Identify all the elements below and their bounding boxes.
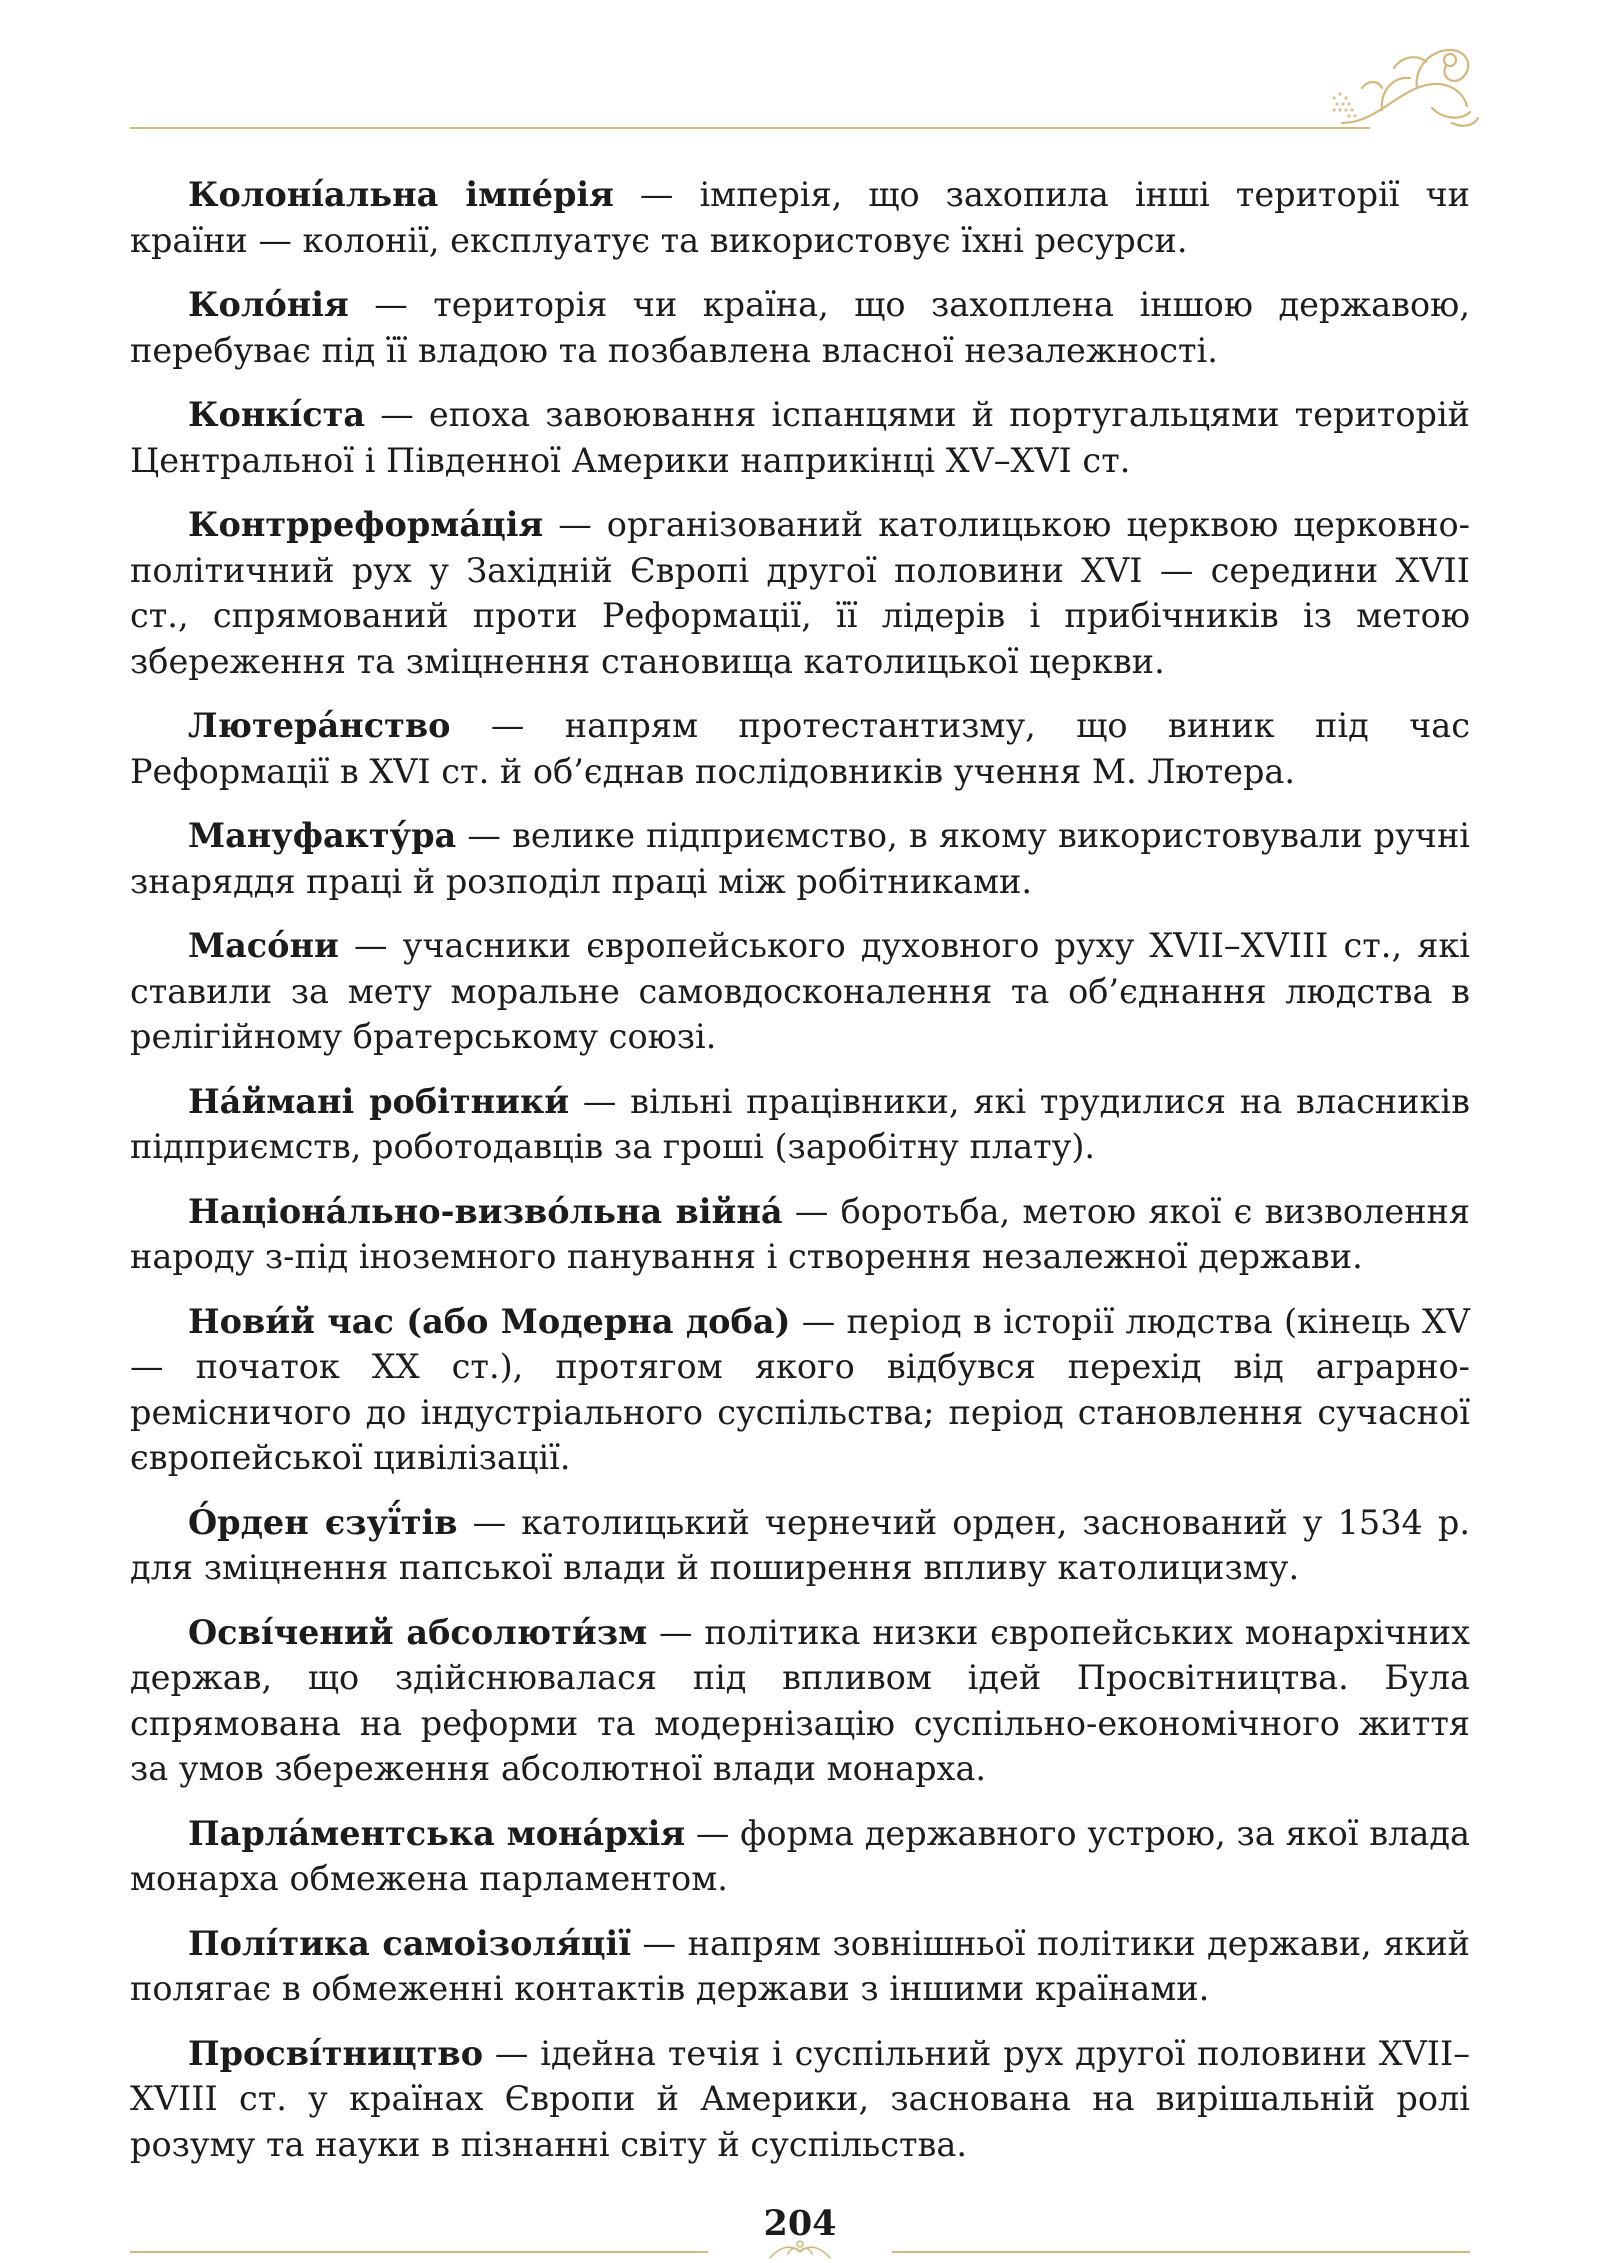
glossary-term: На́ймані робітники́ bbox=[188, 1081, 570, 1121]
glossary-term: О́рден єзуї́тів bbox=[188, 1502, 458, 1542]
glossary-term: Полі́тика самоізоля́ції bbox=[188, 1923, 631, 1963]
footer-divider-right bbox=[892, 2251, 1470, 2253]
glossary-term: Просві́тництво bbox=[188, 2033, 484, 2073]
glossary-definition: — напрям протестантизму, що виник під час Реформації в XVI ст. й об’єднав послідовників учення М. Лютера. bbox=[130, 706, 1470, 791]
header-divider bbox=[130, 127, 1370, 129]
glossary-term: Націона́льно-визво́льна війна́ bbox=[188, 1191, 783, 1231]
glossary-definition: — учасники європейського духовного руху XVII–XVIII ст., які ставили за мету моральне самовдосконалення та об’єднання людства в релігійному братерському союзі. bbox=[130, 926, 1470, 1056]
glossary bbox=[130, 172, 1470, 2186]
glossary-entry bbox=[130, 1921, 1470, 2012]
glossary-entry bbox=[130, 813, 1470, 904]
glossary-definition: — католицький чернечий орден, заснований у 1534 р. для зміцнення папської влади й поширення впливу католицизму. bbox=[130, 1502, 1471, 1587]
glossary-term: Колоні́альна імпе́рія bbox=[188, 175, 614, 214]
glossary-entry bbox=[130, 502, 1470, 684]
glossary-entry bbox=[130, 1811, 1470, 1902]
glossary-entry bbox=[130, 1610, 1470, 1792]
glossary-term: Конкі́ста bbox=[188, 395, 366, 434]
glossary-definition: — напрям зовнішньої політики держави, який полягає в обмеженні контактів держави з іншими країнами. bbox=[130, 1923, 1470, 2008]
glossary-entry bbox=[130, 1189, 1470, 1280]
page-number: 204 bbox=[763, 2203, 837, 2244]
glossary-entry bbox=[130, 923, 1470, 1060]
glossary-entry bbox=[130, 392, 1470, 483]
glossary-entry bbox=[130, 1500, 1470, 1591]
footer-divider-left bbox=[130, 2251, 708, 2253]
glossary-entry bbox=[130, 282, 1470, 373]
glossary-definition: — територія чи країна, що захоплена іншою державою, перебуває під її владою та позбавлена власної незалежності. bbox=[130, 285, 1470, 370]
glossary-term: Нови́й час (або Модерна доба) bbox=[188, 1301, 791, 1341]
glossary-definition: — вільні працівники, які трудилися на власників підприємств, роботодавців за гроші (заробітну плату). bbox=[130, 1081, 1471, 1166]
glossary-term: Лютера́нство bbox=[188, 706, 451, 745]
glossary-definition: — політика низки європейських монархічних держав, що здійснювалася під впливом ідей Просвітництва. Була спрямована на реформи та модернізацію суспільно-економічного життя за умов збереження абсолютної влади монарха. bbox=[130, 1612, 1470, 1788]
glossary-entry bbox=[130, 2031, 1470, 2168]
glossary-term: Осві́чений абсолюти́зм bbox=[188, 1612, 648, 1652]
glossary-term: Масо́ни bbox=[188, 926, 339, 965]
glossary-definition: — ідейна течія і суспільний рух другої половини XVII–XVIII ст. у країнах Європи й Америки, заснована на вирішальній ролі розуму та науки в пізнанні світу й суспільства. bbox=[130, 2033, 1470, 2164]
glossary-definition: — епоха завоювання іспанцями й португальцями територій Центральної і Південної Америки наприкінці XV–XVI ст. bbox=[130, 395, 1470, 480]
glossary-definition: — форма державного устрою, за якої влада монарха обмежена парламентом. bbox=[130, 1813, 1470, 1898]
glossary-entry bbox=[130, 703, 1470, 794]
glossary-entry bbox=[130, 172, 1470, 263]
glossary-term: Коло́нія bbox=[188, 285, 349, 324]
floral-ornament-icon bbox=[1322, 28, 1482, 138]
glossary-term: Парла́ментська мона́рхія bbox=[188, 1813, 686, 1853]
glossary-definition: — боротьба, метою якої є визволення народу з-під іноземного панування і створення незалежної держави. bbox=[130, 1191, 1470, 1276]
glossary-definition: — організований католицькою церквою церковно-політичний рух у Західній Європі другої половини XVI — середини XVII ст., спрямований проти Реформації, її лідерів і прибічників із метою збереження та зміцнення становища католицької церкви. bbox=[130, 505, 1470, 681]
glossary-definition: — імперія, що захопила інші території чи країни — колонії, експлуатує та використовує їхні ресурси. bbox=[130, 175, 1470, 260]
glossary-term: Мануфакту́ра bbox=[188, 816, 457, 855]
glossary-entry bbox=[130, 1079, 1470, 1170]
glossary-entry bbox=[130, 1299, 1470, 1481]
glossary-definition: — період в історії людства (кінець XV — початок XX ст.), протягом якого відбувся перехід від аграрно-ремісничого до індустріального суспільства; період становлення сучасної європейської цивілізації. bbox=[130, 1301, 1470, 1477]
small-floral-ornament-icon bbox=[760, 2232, 840, 2262]
glossary-definition: — велике підприємство, в якому використовували ручні знаряддя праці й розподіл праці між робітниками. bbox=[130, 816, 1470, 901]
glossary-term: Контрреформа́ція bbox=[188, 505, 544, 544]
